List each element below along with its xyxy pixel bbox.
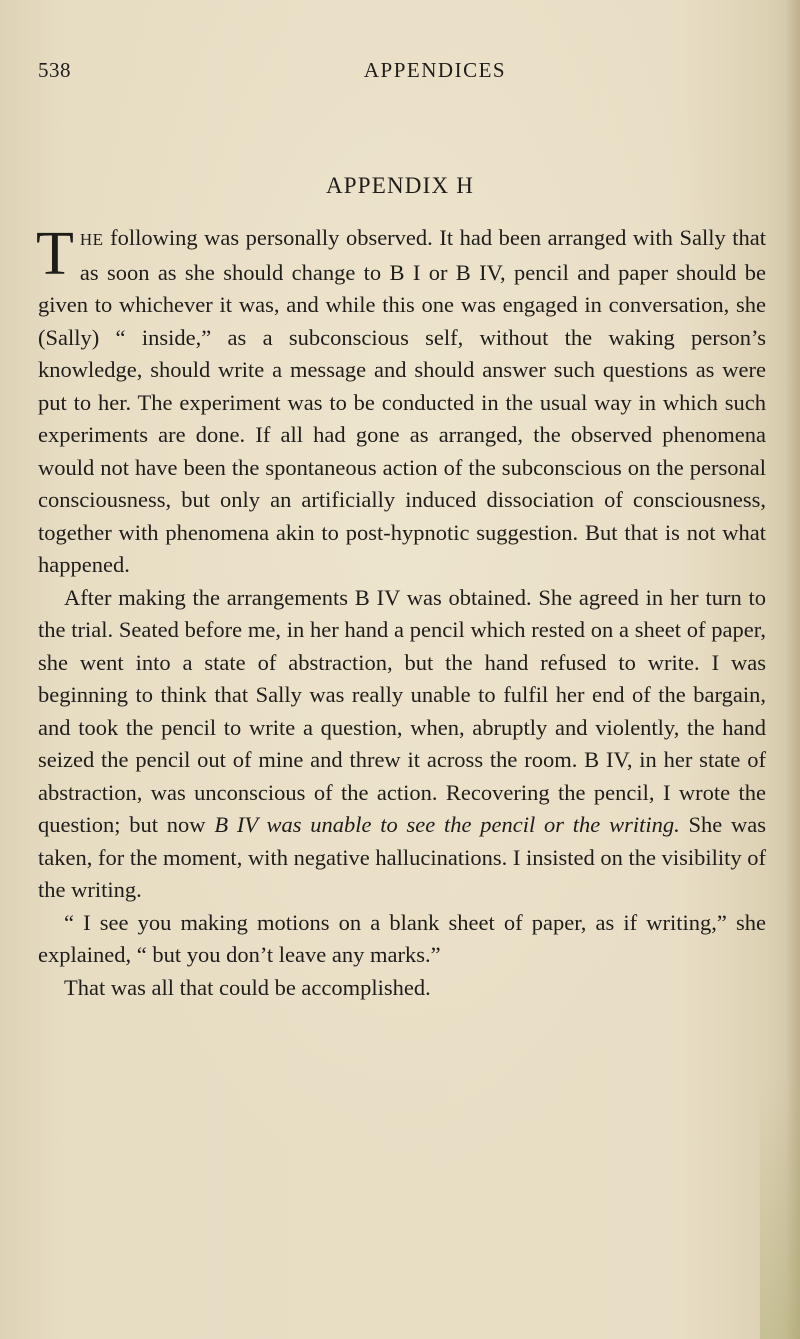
paragraph-text: After making the arrangements B IV was obtained. She agreed in her turn to the trial. Seated before me, in her hand a pencil which rested on a sheet of paper, she went into a state of abstraction, but the hand refused to write. I was beginning to think that Sally was really unable to fulfil her end of the bargain, and took the pencil to write a question, when, abruptly and violently, the hand seized the pencil out of mine and threw it across the room. B IV, in her state of abstraction, was unconscious of the action. Recovering the pencil, I wrote the question; but now [38,584,766,837]
paragraph-text: “ I see you making motions on a blank sheet of paper, as if writing,” she explained, “ but you don’t leave any marks.” [38,909,766,967]
page-corner-shade [760,1079,800,1339]
drop-cap: T [36,220,74,288]
paragraph-text: She was taken, for the moment, with negative hallucinations. I insisted on the visibility of the writing. [38,812,767,902]
italic-phrase: B IV was unable to see the pencil or the writing. [214,812,680,837]
paragraph [38,972,766,1005]
paragraph [38,222,766,582]
paragraph-text: That was all that could be accomplished. [64,974,431,1000]
opening-smallcaps: HE [79,230,104,249]
running-head: APPENDICES [363,58,507,82]
appendix-title: APPENDIX H [325,173,475,198]
paragraph [38,907,766,972]
paragraph-text: following was personally observed. It had been arranged with Sally that as soon as she should change to B I or B IV, pencil and paper should be given to whichever it was, and while this one was engaged in conversation, she (Sally) “ inside,” as a subconscious self, without the waking person’s knowledge, should write a message and should answer such questions as were put to her. The experiment was to be conducted in the usual way in which such experiments are done. If all had gone as arranged, the observed phenomena would not have been the spontaneous action of the subconscious on the personal consciousness, but only an artificially induced dissociation of consciousness, together with phenomena akin to post-hypnotic suggestion. But that is not what happened. [38,225,766,577]
paragraph [38,582,766,907]
page-number: 538 [38,58,71,82]
body-text [38,222,766,1004]
